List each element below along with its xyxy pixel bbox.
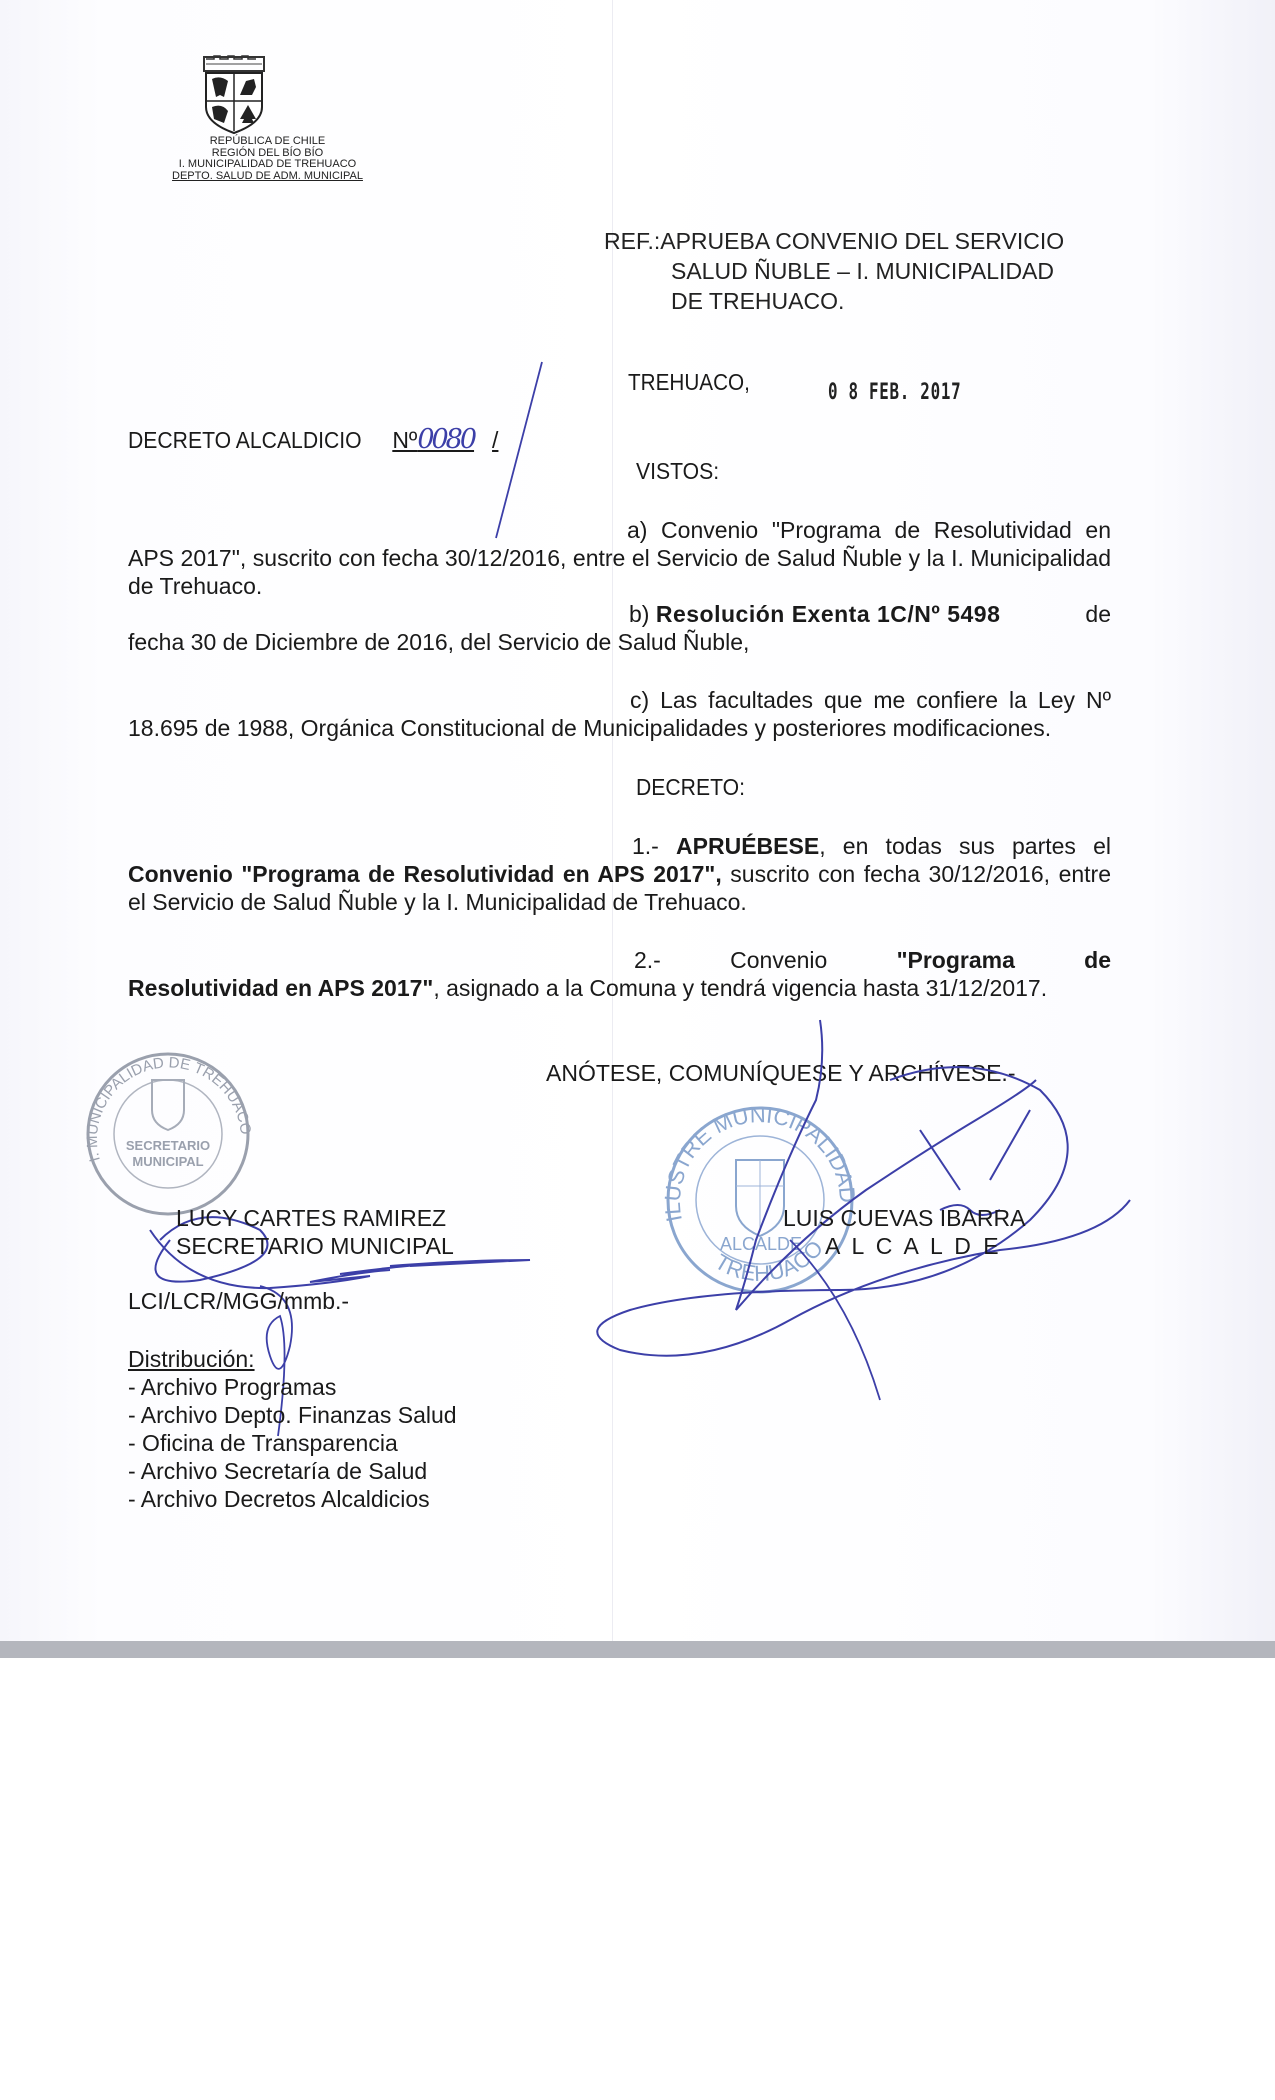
date-stamp: 0 8 FEB. 2017 <box>828 380 962 405</box>
vistos-b-rest: fecha 30 de Diciembre de 2016, del Servicio de Salud Ñuble, <box>128 629 750 655</box>
vistos-item-c <box>128 686 1111 742</box>
distribution-title: Distribución: <box>128 1346 255 1372</box>
vistos-b-bold: Resolución Exenta 1C/Nº 5498 <box>655 601 1001 627</box>
svg-text:SECRETARIO: SECRETARIO <box>125 1138 211 1153</box>
decree-label: DECRETO ALCALDICIO <box>128 427 362 453</box>
pen-stroke-slash <box>490 360 550 540</box>
decree-number-prefix: Nº <box>392 427 418 453</box>
decreto-2-text: , asignado a la Comuna y tendrá vigencia hasta 31/12/2017. <box>433 975 1048 1001</box>
decreto-1-bold2: Convenio "Programa de Resolutividad en APS 2017", <box>128 861 722 887</box>
letterhead-line: REGIÓN DEL BÍO BÍO <box>211 146 324 159</box>
letterhead-line: DEPTO. SALUD DE ADM. MUNICIPAL <box>172 169 363 182</box>
svg-text:ILUSTRE MUNICIPALIDAD: ILUSTRE MUNICIPALIDAD <box>659 1102 861 1224</box>
place-label: TREHUACO, <box>628 369 750 395</box>
vistos-heading: VISTOS: <box>636 458 720 484</box>
decree-title <box>128 424 498 455</box>
initials: LCI/LCR/MGG/mmb.- <box>128 1288 350 1314</box>
scan-edge-band <box>0 1641 1275 1658</box>
vistos-a-rest: en APS 2017", suscrito con fecha 30/12/2016, entre el Servicio de Salud Ñuble y la I. Municipalidad de Trehuaco. <box>128 517 1111 599</box>
decreto-1-text2: suscrito con fecha 30/12/2016, entre el Servicio de Salud Ñuble y la I. Municipalidad de Trehuaco. <box>128 861 1112 915</box>
svg-text:TREHUACO: TREHUACO <box>710 1235 828 1286</box>
vistos-b-lead: b) <box>629 601 650 627</box>
decreto-1-lead: 1.- <box>632 833 659 859</box>
distribution-item: - Archivo Programas <box>128 1374 337 1400</box>
distribution-item: - Oficina de Transparencia <box>128 1430 398 1456</box>
decreto-2-de: de <box>1084 947 1111 973</box>
decreto-item-2 <box>128 946 1111 1002</box>
svg-text:ALCALDE: ALCALDE <box>720 1234 803 1254</box>
mayor-title: A L C A L D E <box>825 1233 1002 1259</box>
vistos-item-a <box>128 516 1111 600</box>
vistos-item-b <box>128 600 1111 656</box>
decreto-2-word: Convenio <box>730 947 828 973</box>
reference-line: REF.:APRUEBA CONVENIO DEL SERVICIO <box>604 228 1065 254</box>
decreto-2-bold1: "Programa <box>896 947 1015 973</box>
svg-text:MUNICIPAL: MUNICIPAL <box>132 1154 204 1169</box>
decreto-heading: DECRETO: <box>636 774 745 800</box>
distribution-item: - Archivo Depto. Finanzas Salud <box>128 1402 457 1428</box>
vistos-a-lead: a) Convenio "Programa de Resolutividad <box>627 517 1072 543</box>
decreto-1-text1: , en todas sus partes el <box>819 833 1112 859</box>
decree-number <box>392 424 499 455</box>
coat-of-arms-icon <box>200 55 268 135</box>
reference-line: DE TREHUACO. <box>671 288 845 314</box>
reference-block <box>604 226 1064 316</box>
distribution-item: - Archivo Secretaría de Salud <box>128 1458 428 1484</box>
secretary-title: SECRETARIO MUNICIPAL <box>176 1233 454 1259</box>
decreto-2-first-line <box>128 946 1111 974</box>
decreto-item-1 <box>128 832 1111 916</box>
decreto-1-bold1: APRUÉBESE <box>676 833 820 859</box>
letterhead <box>160 136 375 182</box>
mayor-name: LUIS CUEVAS IBARRA <box>783 1205 1026 1231</box>
decreto-2-bold2: Resolutividad en APS 2017" <box>128 975 434 1001</box>
vistos-c-rest: Nº 18.695 de 1988, Orgánica Constitucional de Municipalidades y posteriores modificaciones. <box>128 687 1111 741</box>
secretary-name: LUCY CARTES RAMIREZ <box>176 1205 447 1231</box>
decreto-2-lead: 2.- <box>634 947 661 973</box>
mayor-signatory <box>783 1204 1025 1260</box>
vistos-b-tail: de <box>1085 601 1111 627</box>
svg-text:I. MUNICIPALIDAD DE TREHUACO: I. MUNICIPALIDAD DE TREHUACO <box>83 1054 254 1164</box>
distribution-item: - Archivo Decretos Alcaldicios <box>128 1486 430 1512</box>
decree-number-suffix: / <box>492 427 499 453</box>
decree-number-handwritten: 0080 <box>417 424 475 455</box>
reference-line: SALUD ÑUBLE – I. MUNICIPALIDAD <box>671 258 1055 284</box>
secretary-signatory <box>176 1204 454 1260</box>
distribution-list <box>128 1345 457 1513</box>
closing-formula: ANÓTESE, COMUNÍQUESE Y ARCHÍVESE.- <box>546 1060 1016 1086</box>
letterhead-line: REPÚBLICA DE CHILE <box>209 135 326 147</box>
letterhead-line: I. MUNICIPALIDAD DE TREHUACO <box>178 158 357 170</box>
vistos-c-lead: c) Las facultades que me confiere la Ley <box>630 687 1076 713</box>
